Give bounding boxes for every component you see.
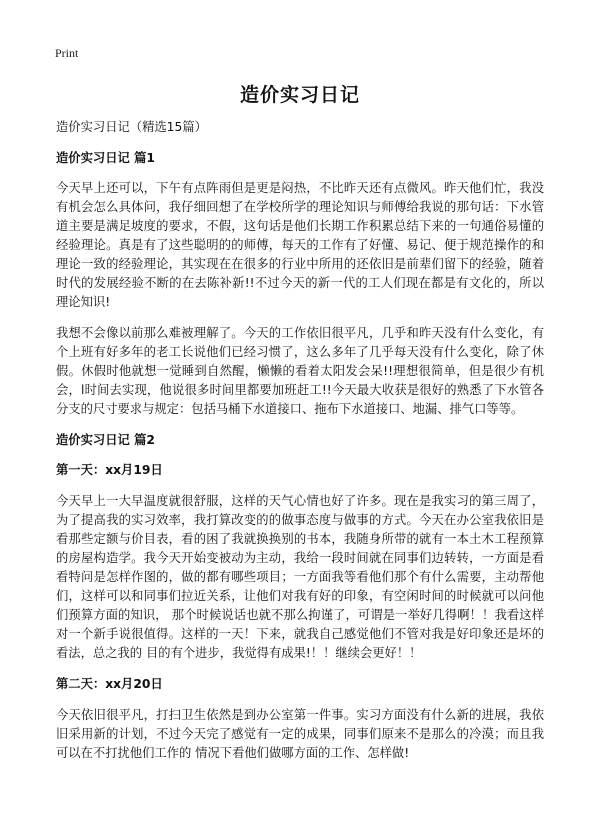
paragraph: 今天早上还可以，下午有点阵雨但是更是闷热，不比昨天还有点微风。昨天他们忙，我没有机会怎么具体问，我仔细回想了在学校所学的理论知识与师傅给我说的那句话：下水管道主要是满足坡度的要求，不假，这句话是他们长期工作积累总结下来的一句通俗易懂的经验理论。真是有了这些聪明的的师傅，每天的工作有了好懂、易记、便于规范操作的和理论一致的经验理论，其实现在在很多的行业中所用的还依旧是前辈们留下的经验，随着时代的发展经验不断的在去陈补新!!不过今天的新一代的工人们现在都是有文化的，所以理论知识!: [56, 181, 544, 309]
paragraph: 我想不会像以前那么难被理解了。今天的工作依旧很平凡，几乎和昨天没有什么变化，有个上班有好多年的老工长说他们已经习惯了，这么多年了几乎每天没有什么变化，除了休假。休假时他就想一觉睡到自然醒，懒懒的看着太阳发会呆!!理想很简单，但是很少有机会，l时间去实现，他说很多时间里都要加班赶工!!今天最大收获是很好的熟悉了下水管各分支的尺寸要求与规定：包括马桶下水道接口、拖布下水道接口、地漏、排气口等等。: [56, 326, 544, 416]
print-link[interactable]: Print: [55, 46, 79, 60]
section-heading: 造价实习日记 篇1: [56, 151, 155, 165]
document-subtitle: 造价实习日记（精选15篇）: [56, 120, 207, 134]
document-body: [56, 118, 544, 775]
day-heading: 第二天：xx月20日: [56, 677, 163, 691]
paragraph: 今天早上一大早温度就很舒服，这样的天气心情也好了许多。现在是我实习的第三周了，为了提高我的实习效率，我打算改变的的做事态度与做事的方式。今天在办公室我依旧是看那些定额与价目表，看的困了我就换换别的书本，我随身所带的就有一本土木工程预算的房屋构造学。我今天开始变被动为主动，我给一段时间就在同事们边转转，一方面是看看特问是怎样作图的，做的都有哪些项目；一方面我等看他们那个有什么需要，主动帮他们，这样可以和同事们拉近关系，让他们对我有好的印象，有空闲时间的时候就可以问他们预算方面的知识， 那个时候说话也就不那么拘谨了，可谓是一举好几得啊！！我看这样对一个新手说很值得。这样的一天！下来，就我自己感觉他们不管对我是好印象还是坏的看法，总之我的 目的有个进步，我觉得有成果!！！继续会更好！！: [56, 494, 544, 660]
document-title: 造价实习日记: [239, 84, 360, 106]
day-heading: 第一天：xx月19日: [56, 463, 163, 477]
paragraph: 今天依旧很平凡，打扫卫生依然是到办公室第一件事。实习方面没有什么新的进展，我依旧采用新的计划，不过今天完了感觉有一定的成果，同事们原来不是那么的冷漠；而且我可以在不打扰他们工作的 情况下看他们做哪方面的工作、怎样做!: [56, 708, 544, 760]
section-heading: 造价实习日记 篇2: [56, 433, 155, 447]
